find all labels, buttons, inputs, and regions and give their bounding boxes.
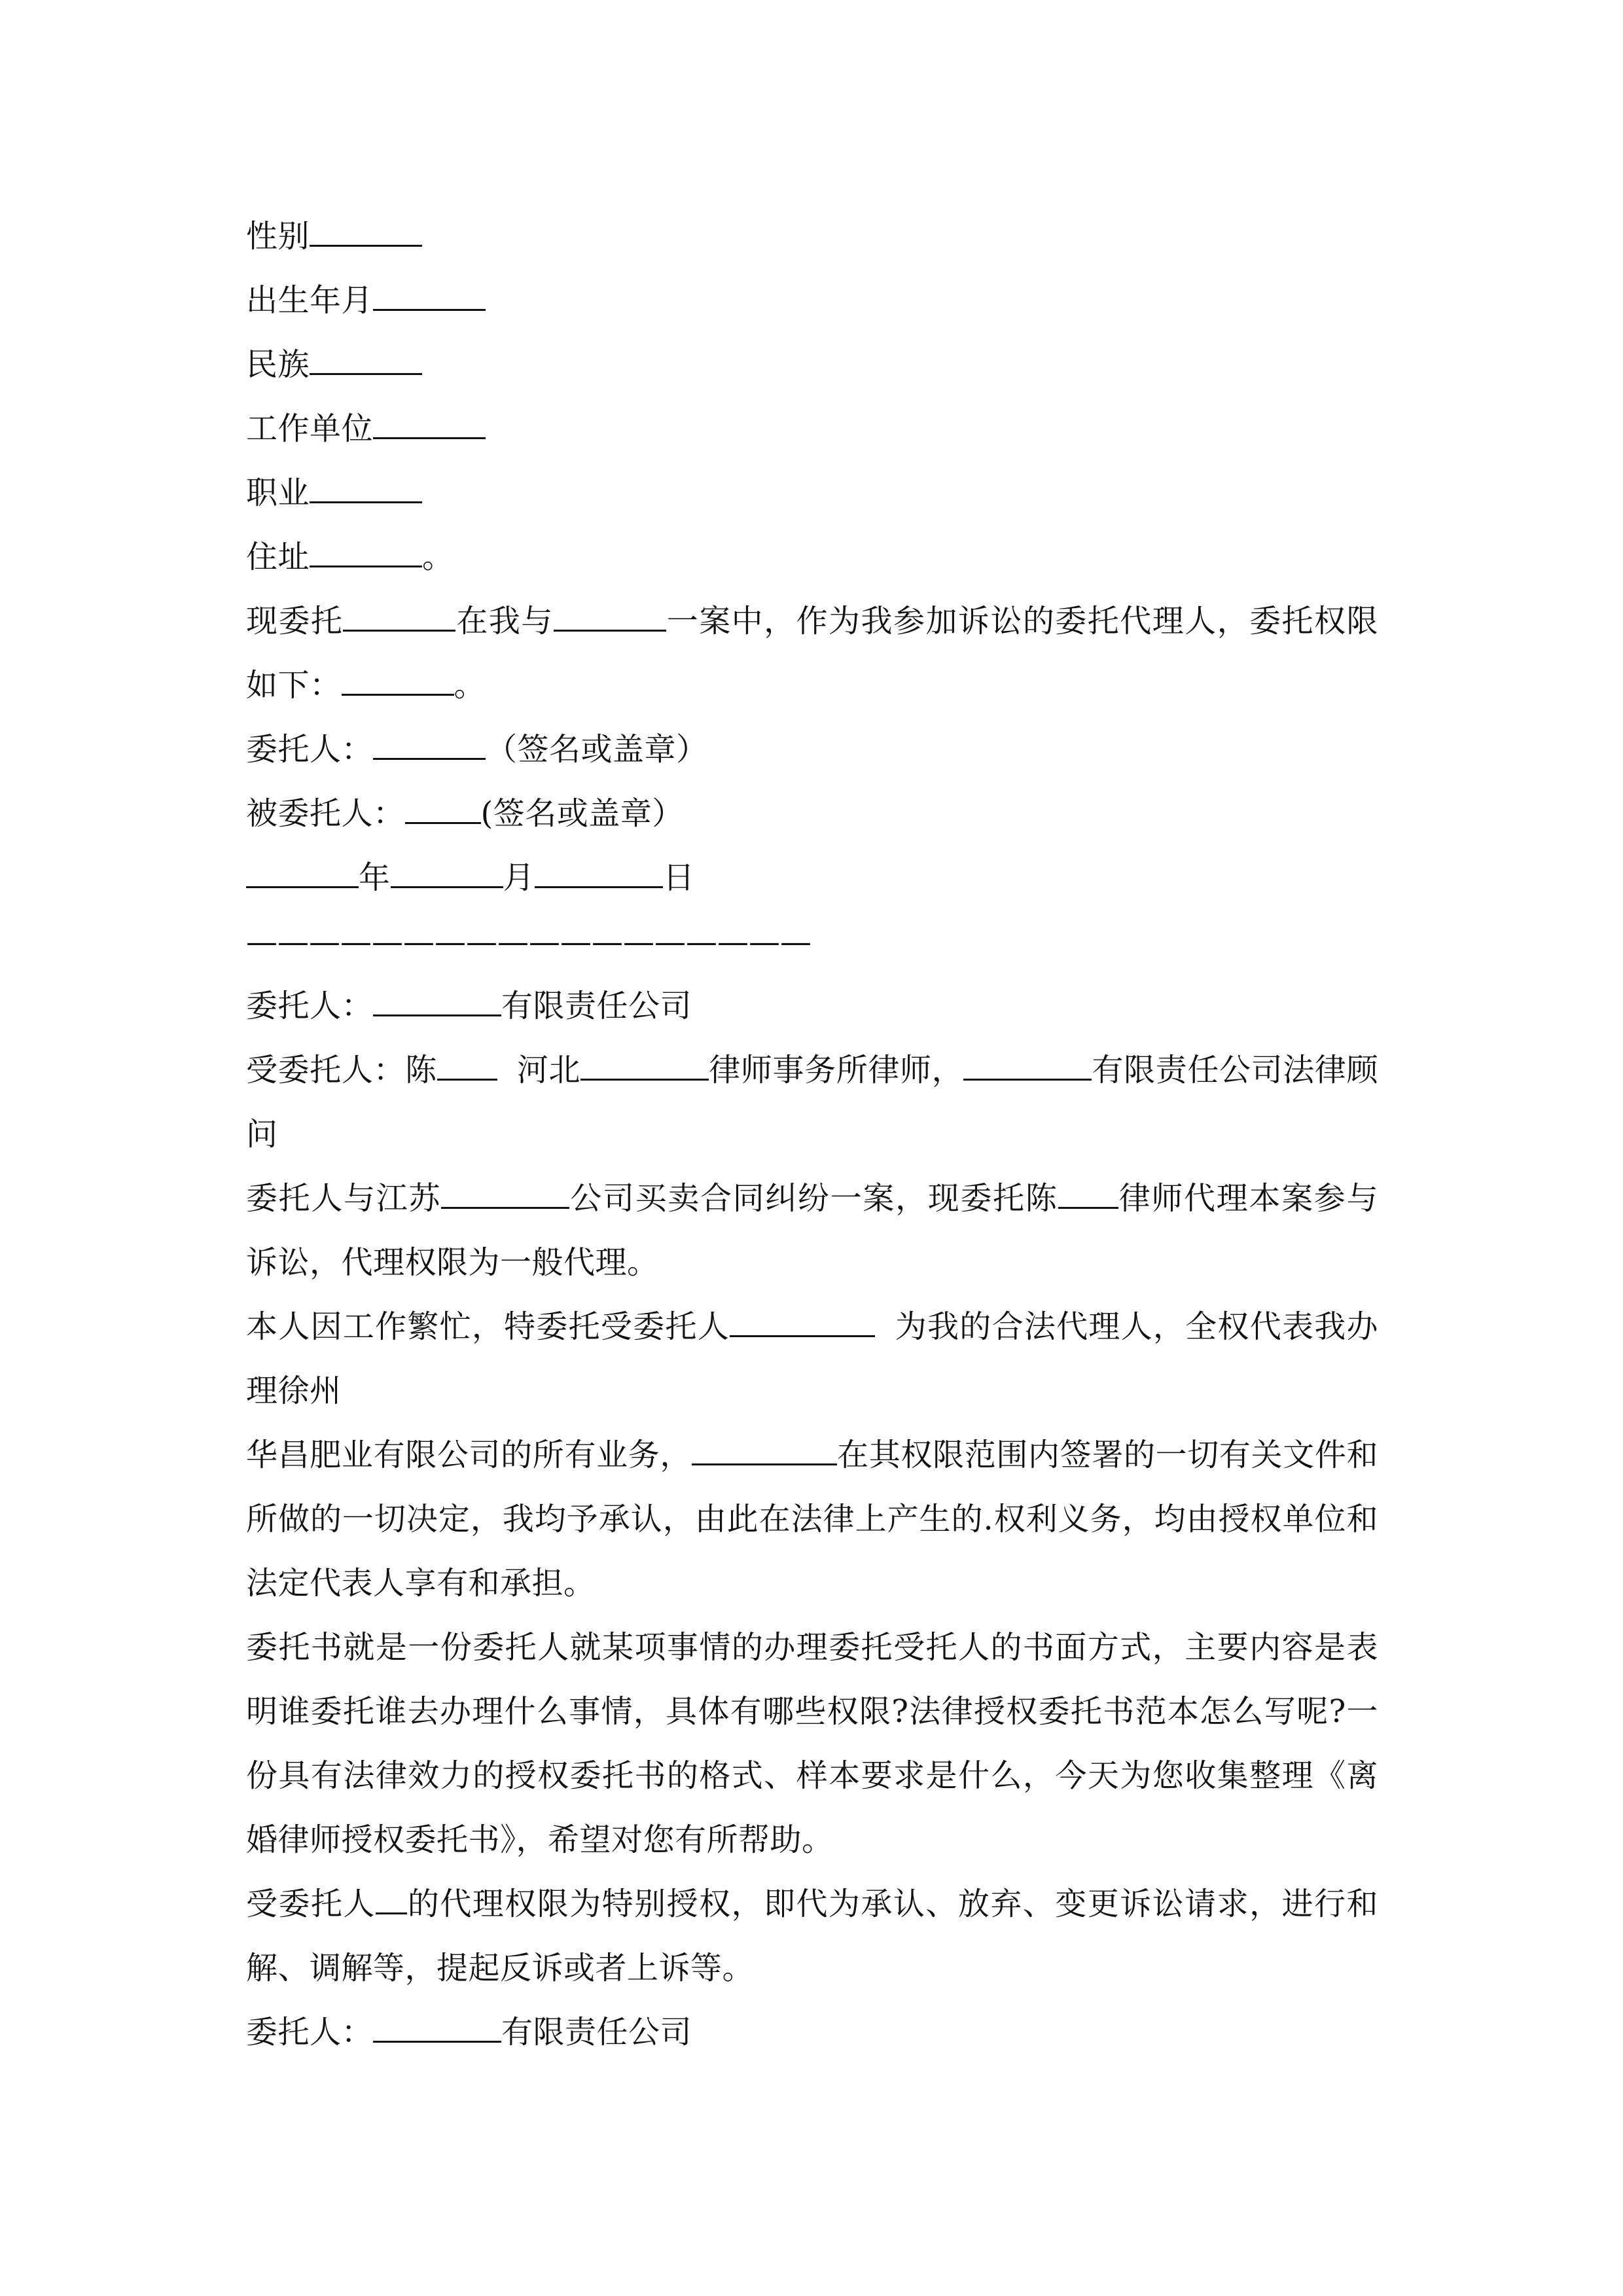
entrust-text-c: 一案中，作为我参加诉讼的委托代理人，委托权限如下： (246, 603, 1378, 704)
birth-label: 出生年月 (246, 282, 374, 319)
trustee-text-c: 律师事务所律师， (709, 1052, 964, 1088)
ethnicity-blank (310, 344, 422, 375)
case-lawyer-blank (1058, 1178, 1118, 1209)
entrust-text-b: 在我与 (455, 603, 554, 639)
busy-text-a: 本人因工作繁忙，特委托受委托人 (246, 1308, 730, 1345)
case-text-a: 委托人与江苏 (246, 1180, 442, 1217)
trustee-text-b: 河北 (516, 1052, 581, 1088)
principal2-label: 委托人： (246, 988, 374, 1024)
agent-blank (405, 793, 481, 824)
gender-label: 性别 (246, 218, 310, 255)
day-blank (535, 857, 663, 888)
intro-paragraph: 委托书就是一份委托人就某项事情的办理委托受托人的书面方式，主要内容是表明谁委托谁去办理什么事情，具体有哪些权限?法律授权委托书范本怎么写呢?一份具有法律效力的授权委托书的格式、样本要求是什么，今天为您收集整理《离婚律师授权委托书》，希望对您有所帮助。 (246, 1629, 1378, 1858)
gender-line (246, 204, 1378, 268)
special-agent-blank (376, 1884, 407, 1914)
case-paragraph (246, 1166, 1378, 1295)
entrust-period: 。 (454, 667, 486, 704)
authority-text-a: 华昌肥业有限公司的所有业务， (246, 1437, 692, 1473)
busy-text-b: 为我的合法代理人，全权代表我办理徐州 (246, 1308, 1378, 1409)
occupation-label: 职业 (246, 475, 310, 511)
principal-sign-note: （签名或盖章） (486, 731, 708, 768)
birth-line (246, 268, 1378, 332)
month-blank (391, 857, 503, 888)
address-line (246, 525, 1378, 589)
case-company-blank (441, 1178, 569, 1209)
authority-paragraph (246, 1423, 1378, 1615)
section-divider: —————————————————— (246, 924, 812, 960)
trustee-firm-blank (580, 1050, 709, 1081)
address-blank (310, 537, 422, 567)
principal3-company: 有限责任公司 (501, 2014, 692, 2051)
principal3-label: 委托人： (246, 2014, 374, 2051)
occupation-line (246, 461, 1378, 525)
agent-label: 被委托人： (246, 795, 405, 832)
principal-sign-line (246, 717, 1378, 781)
principal2-company: 有限责任公司 (501, 988, 692, 1024)
trustee-text-d: 有限责任公司法律顾问 (246, 1052, 1378, 1153)
day-label: 日 (663, 859, 695, 896)
authority-text-b: 在其权限范围内签署的一切有关文件和所做的一切决定，我均予承认，由此在法律上产生的.权利义务，均由授权单位和法定代表人享有和承担。 (246, 1437, 1378, 1602)
entrust-text-a: 现委托 (246, 603, 344, 639)
entrust-party-blank (554, 601, 666, 632)
principal3-blank (373, 2012, 501, 2043)
year-label: 年 (359, 859, 391, 896)
agent-sign-note: (签名或盖章） (480, 795, 684, 832)
authority-agent-blank (692, 1435, 837, 1465)
trustee-name-blank (437, 1050, 497, 1081)
ethnicity-label: 民族 (246, 346, 310, 383)
entrust-scope-blank (342, 665, 454, 696)
special-text-a: 受委托人 (246, 1886, 376, 1922)
gender-blank (310, 216, 422, 247)
document-body (246, 204, 1378, 2064)
employer-blank (373, 408, 486, 439)
busy-agent-blank (730, 1306, 875, 1337)
month-label: 月 (503, 859, 535, 896)
employer-line (246, 397, 1378, 461)
trustee-company-blank (963, 1050, 1092, 1081)
occupation-blank (310, 473, 422, 503)
year-blank (246, 857, 359, 888)
principal-blank (373, 729, 486, 760)
case-text-c: 律师代理本案参与诉讼，代理权限为一般代理。 (246, 1180, 1378, 1281)
trustee-paragraph (246, 1038, 1378, 1166)
special-authority-paragraph (246, 1872, 1378, 2000)
special-text-b: 的代理权限为特别授权，即代为承认、放弃、变更诉讼请求，进行和解、调解等，提起反诉或者上诉等。 (246, 1886, 1378, 1986)
birth-blank (373, 280, 486, 311)
principal2-blank (373, 986, 501, 1016)
trustee-text-a: 受委托人：陈 (246, 1052, 437, 1088)
busy-paragraph (246, 1295, 1378, 1423)
date-line (246, 846, 1378, 910)
principal2-line (246, 974, 1378, 1038)
entrust-paragraph (246, 589, 1378, 717)
principal-label: 委托人： (246, 731, 374, 768)
address-period: 。 (422, 539, 454, 575)
address-label: 住址 (246, 539, 310, 575)
entrust-agent-blank (343, 601, 455, 632)
principal3-line (246, 2000, 1378, 2064)
agent-sign-line (246, 781, 1378, 846)
ethnicity-line (246, 332, 1378, 397)
case-text-b: 公司买卖合同纠纷一案，现委托陈 (569, 1180, 1058, 1217)
employer-label: 工作单位 (246, 410, 374, 447)
